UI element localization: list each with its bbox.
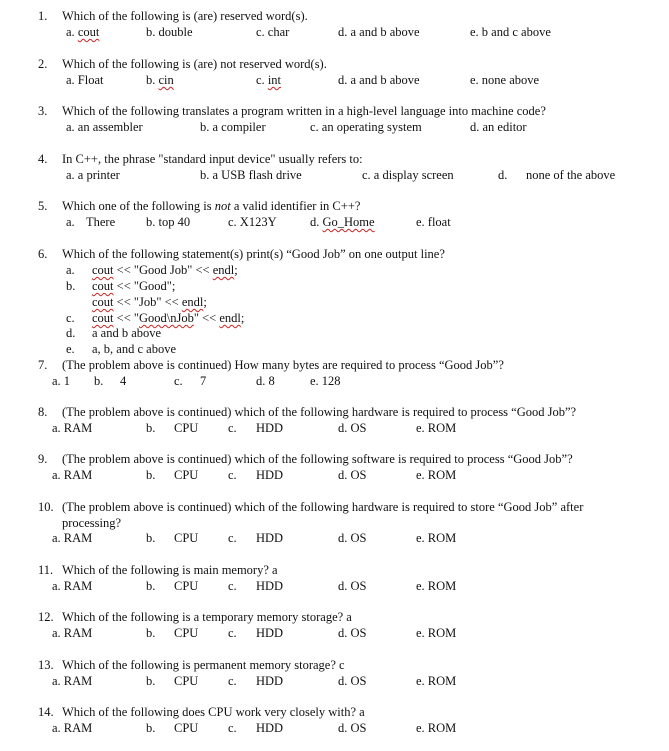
option-c-text: HDD: [256, 579, 284, 593]
option-e: e. ROM: [416, 421, 457, 435]
question-number: 2.: [38, 57, 48, 71]
option-c-letter: c.: [228, 421, 237, 435]
option-e: e. float: [416, 215, 451, 229]
question-text: (The problem above is continued) which of the following hardware is required to store “Good Job” after: [62, 500, 584, 514]
question-number: 8.: [38, 405, 48, 419]
question-text: Which of the following is (are) not reserved word(s).: [62, 57, 327, 71]
question-text: (The problem above is continued) which of the following software is required to process “Good Job”?: [62, 452, 573, 466]
option-d: d. an editor: [470, 120, 527, 134]
emphasis: not: [214, 199, 231, 213]
option-a: a. 1: [52, 374, 71, 388]
question-number: 5.: [38, 199, 48, 213]
option-b-text: CPU: [174, 531, 199, 545]
option-b-letter: b.: [66, 279, 76, 293]
option-c-text: HDD: [256, 421, 284, 435]
question-number: 14.: [38, 705, 54, 719]
option-d: d. 8: [256, 374, 275, 388]
option-c-text: 7: [200, 374, 207, 388]
option-d: d. OS: [338, 531, 367, 545]
option-e: e. 128: [310, 374, 341, 388]
option-c-letter: c.: [228, 531, 237, 545]
question-text: (The problem above is continued) How many bytes are required to process “Good Job”?: [62, 358, 504, 372]
option-d: d. Go_Home: [310, 215, 375, 229]
option-a: a. Float: [66, 73, 104, 87]
question-number: 6.: [38, 247, 48, 261]
option-c: c. int: [256, 73, 282, 87]
option-d: d. OS: [338, 626, 367, 640]
option-c-letter: c.: [228, 579, 237, 593]
option-b-letter: b.: [146, 421, 156, 435]
option-d: d. a and b above: [338, 73, 420, 87]
option-a: a. RAM: [52, 531, 93, 545]
option-b-letter: b.: [146, 626, 156, 640]
option-c: c. an operating system: [310, 120, 422, 134]
option-b-letter: b.: [146, 721, 156, 735]
option-c-text: HDD: [256, 721, 284, 735]
question-number: 10.: [38, 500, 54, 514]
option-b-text: CPU: [174, 421, 199, 435]
option-e: e. ROM: [416, 579, 457, 593]
option-e: e. ROM: [416, 626, 457, 640]
option-a: a. cout: [66, 25, 100, 39]
option-c-letter: c.: [174, 374, 183, 388]
question-number: 7.: [38, 358, 48, 372]
option-b-letter: b.: [146, 674, 156, 688]
option-c-code: cout << "Good\nJob" << endl;: [92, 311, 245, 325]
option-a-letter: a.: [66, 263, 75, 277]
option-d: d. OS: [338, 674, 367, 688]
option-a: a. RAM: [52, 421, 93, 435]
option-c: c. char: [256, 25, 290, 39]
option-d-text: a and b above: [92, 326, 162, 340]
option-b-letter: b.: [146, 579, 156, 593]
question-number: 4.: [38, 152, 48, 166]
option-b-text: CPU: [174, 579, 199, 593]
option-b-text: 4: [120, 374, 127, 388]
option-b: b. cin: [146, 73, 174, 87]
question-number: 9.: [38, 452, 48, 466]
option-d-text: none of the above: [526, 168, 616, 182]
option-d: d. OS: [338, 721, 367, 735]
question-number: 1.: [38, 9, 48, 23]
option-e: e. ROM: [416, 674, 457, 688]
option-d: d. OS: [338, 468, 367, 482]
option-e: e. ROM: [416, 531, 457, 545]
question-text: Which one of the following is not a valid identifier in C++?: [62, 199, 361, 213]
option-d-letter: d.: [498, 168, 508, 182]
option-e: e. ROM: [416, 721, 457, 735]
option-c: c. a display screen: [362, 168, 454, 182]
option-e: e. b and c above: [470, 25, 551, 39]
option-b: b. a compiler: [200, 120, 266, 134]
question-text: Which of the following translates a program written in a high-level language into machine code?: [62, 104, 546, 118]
option-c-letter: c.: [228, 626, 237, 640]
question-text: Which of the following is (are) reserved word(s).: [62, 9, 308, 23]
option-c-text: HDD: [256, 626, 284, 640]
question-text: Which of the following is a temporary memory storage? a: [62, 610, 352, 624]
option-b-text: CPU: [174, 721, 199, 735]
option-a: a. RAM: [52, 579, 93, 593]
question-text: In C++, the phrase "standard input device" usually refers to:: [62, 152, 363, 166]
option-a: a. a printer: [66, 168, 120, 182]
option-e-letter: e.: [66, 342, 75, 356]
option-c-letter: c.: [228, 468, 237, 482]
question-number: 13.: [38, 658, 54, 672]
option-e-text: a, b, and c above: [92, 342, 176, 356]
option-d-letter: d.: [66, 326, 76, 340]
option-b: b. double: [146, 25, 193, 39]
option-e: e. ROM: [416, 468, 457, 482]
option-a: a. RAM: [52, 721, 93, 735]
option-c-letter: c.: [228, 674, 237, 688]
option-c-letter: c.: [66, 311, 75, 325]
option-b-text: CPU: [174, 468, 199, 482]
option-b-letter: b.: [146, 531, 156, 545]
option-a-letter: a.: [66, 215, 75, 229]
option-c-letter: c.: [228, 721, 237, 735]
option-c: c. X123Y: [228, 215, 277, 229]
question-text: Which of the following is main memory? a: [62, 563, 278, 577]
option-d: d. a and b above: [338, 25, 420, 39]
question-number: 3.: [38, 104, 48, 118]
option-b-code-1: cout << "Good";: [92, 279, 176, 293]
option-b-letter: b.: [146, 468, 156, 482]
option-a: a. RAM: [52, 468, 93, 482]
option-b-text: CPU: [174, 626, 199, 640]
option-c-text: HDD: [256, 468, 284, 482]
option-a: a. an assembler: [66, 120, 143, 134]
question-text: Which of the following is permanent memory storage? c: [62, 658, 345, 672]
question-text: Which of the following statement(s) print(s) “Good Job” on one output line?: [62, 247, 445, 261]
option-b: b. a USB flash drive: [200, 168, 302, 182]
option-d: d. OS: [338, 579, 367, 593]
question-text-cont: processing?: [62, 516, 122, 530]
option-a: a. RAM: [52, 674, 93, 688]
question-text: (The problem above is continued) which of the following hardware is required to process “Good Job”?: [62, 405, 577, 419]
question-number: 11.: [38, 563, 54, 577]
option-d: d. OS: [338, 421, 367, 435]
question-number: 12.: [38, 610, 54, 624]
option-c-text: HDD: [256, 531, 284, 545]
question-text: Which of the following does CPU work very closely with? a: [62, 705, 365, 719]
option-c-text: HDD: [256, 674, 284, 688]
option-b-text: CPU: [174, 674, 199, 688]
option-a-code: cout << "Good Job" << endl;: [92, 263, 238, 277]
option-b-code-2: cout << "Job" << endl;: [92, 295, 207, 309]
option-a: a. RAM: [52, 626, 93, 640]
option-b-letter: b.: [94, 374, 104, 388]
option-b: b. top 40: [146, 215, 191, 229]
option-e: e. none above: [470, 73, 540, 87]
option-a-text: There: [86, 215, 116, 229]
